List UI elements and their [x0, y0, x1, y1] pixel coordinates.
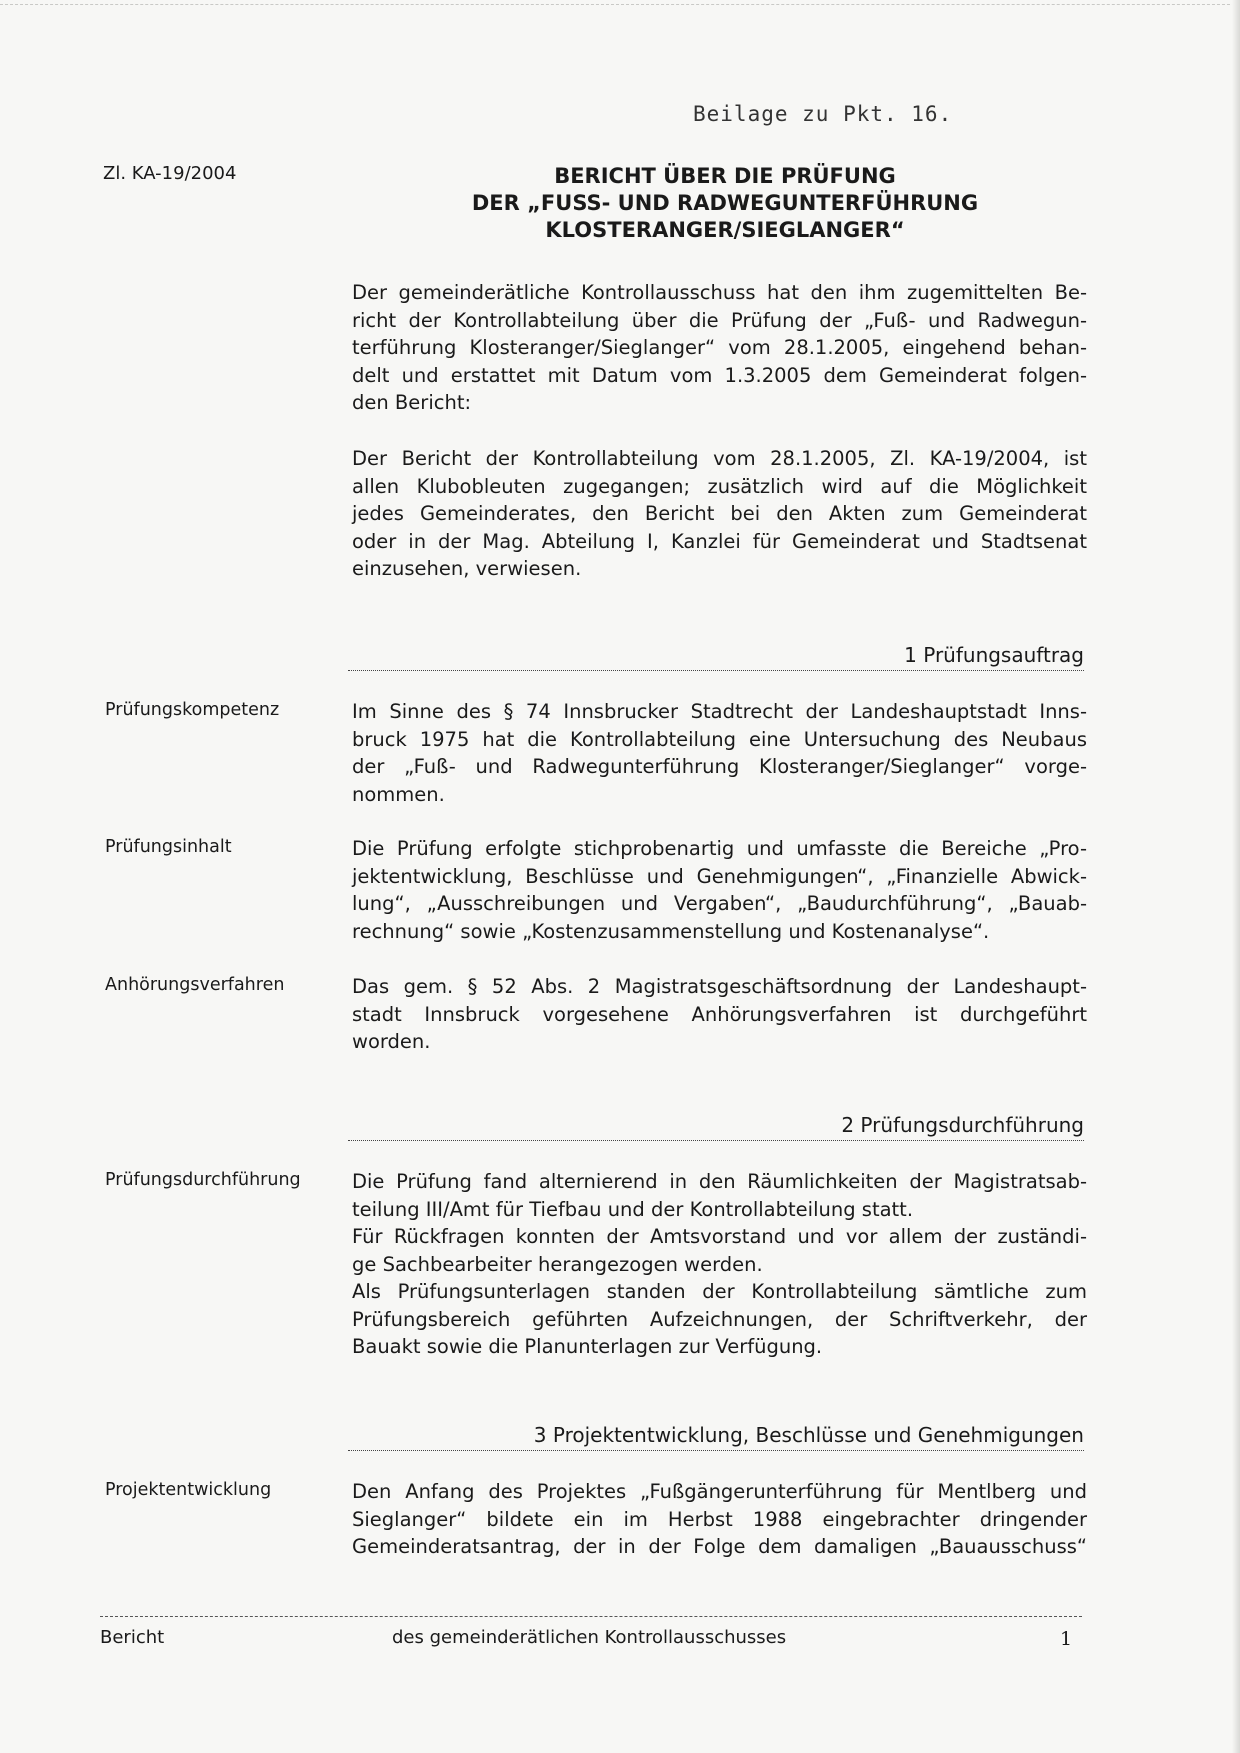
footer-divider	[100, 1616, 1082, 1617]
text-line: Die Prüfung fand alternierend in den Räumlichkeiten der Magistratsab-	[352, 1170, 1087, 1193]
title-line: BERICHT ÜBER DIE PRÜFUNG	[554, 164, 896, 188]
text-line: Für Rückfragen konnten der Amtsvorstand und vor allem der zuständi-	[352, 1225, 1087, 1248]
section-heading-2: 2 Prüfungsdurchführung	[348, 1112, 1084, 1141]
side-label-anhoerungsverfahren: Anhörungsverfahren	[105, 975, 285, 995]
text-line: lung“, „Ausschreibungen und Vergaben“, „Baudurchführung“, „Bauab-	[352, 892, 1087, 915]
intro-paragraph-1	[352, 279, 1087, 417]
text-line: richt der Kontrollabteilung über die Prüfung der „Fuß- und Radwegun-	[352, 308, 1087, 332]
text-line: Den Anfang des Projektes „Fußgängerunterführung für Mentlberg und	[352, 1480, 1087, 1503]
title-line: DER „FUSS- UND RADWEGUNTERFÜHRUNG	[471, 191, 979, 215]
text-line: Bauakt sowie die Planunterlagen zur Verfügung.	[352, 1335, 823, 1358]
text-line: bruck 1975 hat die Kontrollabteilung eine Untersuchung des Neubaus	[352, 727, 1087, 751]
side-label-pruefungsinhalt: Prüfungsinhalt	[105, 837, 232, 857]
paragraph-anhoerungsverfahren	[352, 973, 1087, 1056]
text-line: teilung III/Amt für Tiefbau und der Kontrollabteilung statt.	[352, 1197, 914, 1221]
text-line: jedes Gemeinderates, den Bericht bei den Akten zum Gemeinderat	[352, 502, 1087, 525]
text-line: Die Prüfung erfolgte stichprobenartig und umfasste die Bereiche „Pro-	[352, 837, 1087, 860]
text-line: Im Sinne des § 74 Innsbrucker Stadtrecht der Landeshauptstadt Inns-	[352, 700, 1087, 723]
reference-number: Zl. KA-19/2004	[103, 163, 237, 184]
side-label-projektentwicklung: Projektentwicklung	[105, 1480, 272, 1500]
text-line: Der Bericht der Kontrollabteilung vom 28.1.2005, Zl. KA-19/2004, ist	[352, 447, 1087, 470]
text-line: stadt Innsbruck vorgesehene Anhörungsverfahren ist durchgeführt	[352, 1002, 1087, 1026]
text-line: der „Fuß- und Radwegunterführung Klosteranger/Sieglanger“ vorge-	[352, 755, 1087, 778]
paragraph-pruefungsdurchfuehrung	[352, 1168, 1087, 1361]
paragraph-pruefungskompetenz	[352, 698, 1087, 808]
text-line: Das gem. § 52 Abs. 2 Magistratsgeschäftsordnung der Landeshaupt-	[352, 975, 1087, 998]
text-line: Sieglanger“ bildete ein im Herbst 1988 eingebrachter dringender	[352, 1507, 1087, 1531]
paragraph-projektentwicklung	[352, 1478, 1087, 1561]
text-line: einzusehen, verwiesen.	[352, 557, 582, 580]
document-title	[350, 163, 1100, 244]
text-line: Als Prüfungsunterlagen standen der Kontrollabteilung sämtliche zum	[352, 1280, 1087, 1303]
text-line: Gemeinderatsantrag, der in der Folge dem damaligen „Bauausschuss“	[352, 1535, 1087, 1558]
text-line: jektentwicklung, Beschlüsse und Genehmigungen“, „Finanzielle Abwick-	[352, 864, 1087, 888]
scan-edge-top	[0, 0, 1240, 5]
section-heading-3: 3 Projektentwicklung, Beschlüsse und Genehmigungen	[348, 1422, 1084, 1451]
footer-center-text: des gemeinderätlichen Kontrollausschusses	[392, 1627, 787, 1648]
scan-edge-right	[1232, 0, 1240, 1753]
footer-left-text: Bericht	[100, 1627, 165, 1648]
side-label-pruefungsdurchfuehrung: Prüfungsdurchführung	[105, 1170, 301, 1190]
paragraph-pruefungsinhalt	[352, 835, 1087, 945]
intro-paragraph-2	[352, 445, 1087, 583]
title-line: KLOSTERANGER/SIEGLANGER“	[545, 218, 905, 242]
text-line: allen Klubobleuten zugegangen; zusätzlich wird auf die Möglichkeit	[352, 474, 1087, 498]
text-line: oder in der Mag. Abteilung I, Kanzlei für Gemeinderat und Stadtsenat	[352, 529, 1087, 553]
side-label-pruefungskompetenz: Prüfungskompetenz	[105, 700, 280, 720]
text-line: den Bericht:	[352, 391, 472, 414]
page-number: 1	[1060, 1628, 1073, 1650]
text-line: delt und erstattet mit Datum vom 1.3.2005 dem Gemeinderat folgen-	[352, 363, 1087, 387]
text-line: terführung Klosteranger/Sieglanger“ vom 28.1.2005, eingehend behan-	[352, 336, 1087, 359]
text-line: nommen.	[352, 782, 445, 806]
section-heading-1: 1 Prüfungsauftrag	[348, 642, 1084, 671]
text-line: rechnung“ sowie „Kostenzusammenstellung und Kostenanalyse“.	[352, 919, 990, 943]
text-line: Der gemeinderätliche Kontrollausschuss hat den ihm zugemittelten Be-	[352, 281, 1087, 304]
text-line: worden.	[352, 1030, 431, 1053]
attachment-stamp: Beilage zu Pkt. 16.	[693, 102, 953, 126]
text-line: Prüfungsbereich geführten Aufzeichnungen, der Schriftverkehr, der	[352, 1307, 1087, 1331]
text-line: ge Sachbearbeiter herangezogen werden.	[352, 1252, 763, 1276]
